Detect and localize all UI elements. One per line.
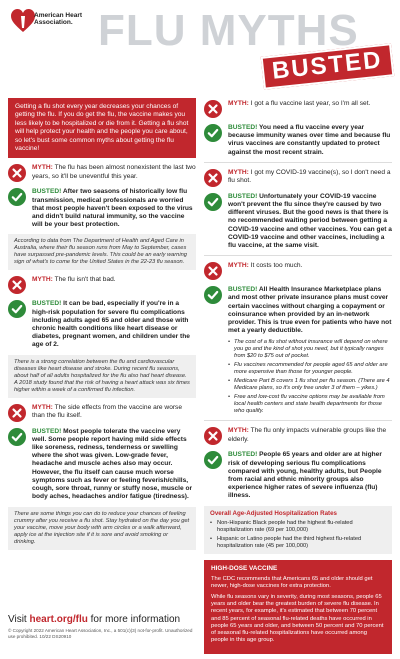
myth-text: The flu isn't that bad. — [52, 276, 116, 284]
check-mark-icon — [204, 193, 222, 211]
busted-label: BUSTED! — [228, 451, 258, 459]
heart-torch-icon — [10, 8, 36, 34]
page-title: FLU MYTHS — [98, 6, 359, 55]
footer — [8, 614, 198, 640]
org-name: American Heart Association. — [34, 12, 83, 26]
high-dose-vaccine-box — [204, 560, 392, 654]
x-mark-icon — [204, 262, 222, 280]
list-item: • Free and low-cost flu vaccine options may be available from local health centers and state health departments for those who qualify. — [228, 394, 392, 415]
busted-text: After two seasons of historically low flu transmission, medical professionals are worried that most people haven't been exposed to the virus and didn't build natural immunity, so the vaccine will be your best protection. — [32, 188, 193, 229]
copyright: © Copyright 2022 American Heart Association, Inc., a 501(c)(3) not-for-profit. Unauthorized use prohibited. 10/22 DS20910 — [8, 628, 193, 639]
busted-item — [204, 286, 392, 335]
myth-text: The flu only impacts vulnerable groups like the elderly. — [228, 427, 387, 443]
intro-box: Getting a flu shot every year decreases your chances of getting the flu. If you do get the flu, the vaccine makes you less likely to be hospitalized or die from it. Getting a flu shot will help protect your health and the people you care about, so let's bust some common myths about getting the flu vaccine! — [8, 98, 196, 158]
myth-item — [204, 169, 392, 187]
myth-item — [204, 100, 392, 118]
list-item: • Non-Hispanic Black people had the highest flu-related hospitalization rate (69 per 100,000) — [210, 520, 386, 534]
list-item: • Flu vaccines recommended for people aged 65 and older are more expensive than those for younger people. — [228, 362, 392, 376]
x-mark-icon — [204, 169, 222, 187]
busted-item — [8, 300, 196, 349]
busted-text: Most people tolerate the vaccine very well. Some people report having mild side effects like soreness, redness, tenderness or swelling where the shot was given. Low-grade fever, headache and muscle aches also may occur. However, the flu itself can cause much worse symptoms such as fever or feeling feverish/chills, cough, sore throat, runny or stuffy nose, muscle or body aches, headaches and/or fatigue (tiredness). — [32, 427, 193, 501]
myth-label: MYTH: — [228, 168, 249, 176]
busted-item — [8, 428, 196, 502]
busted-item — [8, 188, 196, 229]
myth-text: The flu has been almost nonexistent the last two years, so it'll be uneventful this year. — [32, 164, 196, 180]
busted-text: You need a flu vaccine every year because immunity wanes over time and because flu virus vaccines are constantly updated to protect against the most recent strain. — [228, 124, 391, 156]
myth-text: I got a flu vaccine last year, so I'm all set. — [248, 100, 371, 107]
busted-text: It can be bad, especially if you're in a high-risk population for severe flu complications including adults aged 65 and older and those with chronic health conditions like heart disease or diabetes, pregnant women, and children under the age of 2. — [32, 300, 190, 349]
busted-text: People 65 years and older are at higher risk of developing serious flu complications compared with young, healthy adults, but People from racial and ethnic minority groups also experience higher rates of severe influenza (flu) illness. — [228, 451, 382, 500]
high-dose-paragraph: While flu seasons vary in severity, during most seasons, people 65 years and older bear the greatest burden of severe flu disease. In recent years, for example, it's estimated that between 70 percent and 85 percent of seasonal flu-related deaths have occurred in people 65 years and older, and between 50 percent and 70 percent of seasonal flu-related hospitalizations have occurred among people in this age group. — [211, 594, 384, 644]
info-note: According to data from The Department of Health and Aged Care in Australia, where their flu season runs from May to September, cases have surpassed pre-pandemic levels. This could be an early warning sign of what's to come for the United States in the 22-23 flu season. — [8, 234, 196, 270]
x-mark-icon — [204, 100, 222, 118]
info-note: There are some things you can do to reduce your chances of feeling crummy after you receive a flu shot. Stay hydrated on the day you get your vaccine, move your body with arm circles or a walk afterward, apply ice at the injection site if it is sore and avoid smoking or drinking. — [8, 507, 196, 550]
list-item: • Hispanic or Latino people had the third highest flu-related hospitalization rate (45 per 100,000) — [210, 536, 386, 550]
check-mark-icon — [8, 428, 26, 446]
high-dose-title: HIGH-DOSE VACCINE — [211, 564, 278, 572]
myth-label: MYTH: — [228, 262, 249, 270]
busted-stamp: BUSTED — [261, 43, 394, 89]
myth-label: MYTH: — [32, 276, 53, 284]
aha-logo — [10, 8, 83, 48]
visit-line — [8, 614, 198, 625]
busted-label: BUSTED! — [228, 286, 258, 294]
busted-label: BUSTED! — [32, 300, 62, 308]
x-mark-icon — [8, 164, 26, 182]
busted-text: Unfortunately your COVID-19 vaccine won't prevent the flu since they're caused by two different viruses. But the good news is that there is no recommended waiting period between getting a COVID-19 vaccine and other vaccines. You can get a COVID-19 vaccine and other vaccines, including a flu vaccine, at the same visit. — [228, 192, 392, 250]
list-item: • The cost of a flu shot without insurance will depend on where you go and the kind of shot you need, but it typically ranges from $20 to $75 out of pocket. — [228, 339, 392, 360]
myth-item — [8, 164, 196, 182]
high-dose-paragraph: The CDC recommends that Americans 65 and older should get newer, high-dose vaccines for extra protection. — [211, 575, 373, 589]
myth-label: MYTH: — [228, 100, 249, 107]
info-note: There is a strong correlation between the flu and cardiovascular diseases like heart disease and stroke. During recent flu seasons, about half of all adults hospitalized for the flu also had heart disease. A 2018 study found that the risk of having a heart attack was six times higher within a week of a confirmed flu infection. — [8, 355, 196, 398]
header — [0, 0, 400, 90]
x-mark-icon — [8, 404, 26, 422]
myth-label: MYTH: — [228, 427, 249, 435]
divider — [204, 255, 392, 256]
divider — [204, 420, 392, 421]
left-column — [8, 98, 196, 550]
busted-label: BUSTED! — [32, 427, 62, 435]
busted-label: BUSTED! — [32, 188, 62, 196]
myth-item — [8, 404, 196, 422]
right-column — [204, 94, 392, 654]
busted-item — [204, 193, 392, 250]
busted-label: BUSTED! — [228, 192, 258, 200]
busted-item — [204, 451, 392, 500]
list-item: • Medicare Part B covers 1 flu shot per flu season. (There are 4 Medicare plans, so it's only free under 3 of them – yikes.) — [228, 378, 392, 392]
busted-item — [204, 124, 392, 157]
myth-text: It costs too much. — [248, 262, 303, 270]
check-mark-icon — [8, 188, 26, 206]
visit-prefix: Visit — [8, 614, 30, 625]
myth-item — [204, 262, 392, 280]
busted-text: All Health Insurance Marketplace plans and most other private insurance plans must cover certain vaccines without charging a copayment or coinsurance when provided by an in-network provider. This is true even for patients who have not met a yearly deductible. — [228, 286, 392, 335]
check-mark-icon — [204, 286, 222, 304]
myth-text: The side effects from the vaccine are worse than the flu itself. — [32, 403, 183, 419]
divider — [204, 162, 392, 163]
x-mark-icon — [8, 276, 26, 294]
check-mark-icon — [204, 124, 222, 142]
hospitalization-rates-box — [204, 506, 392, 554]
cost-bullets — [204, 339, 392, 415]
myth-text: I got my COVID-19 vaccine(s), so I don't need a flu shot. — [228, 168, 391, 185]
myth-item — [8, 276, 196, 294]
visit-suffix: for more information — [87, 614, 181, 625]
myth-label: MYTH: — [32, 164, 53, 172]
myth-item — [204, 427, 392, 445]
x-mark-icon — [204, 427, 222, 445]
myth-label: MYTH: — [32, 403, 53, 411]
rates-title: Overall Age-Adjusted Hospitalization Rates — [210, 509, 337, 517]
check-mark-icon — [8, 300, 26, 318]
visit-link[interactable]: heart.org/flu — [29, 614, 88, 625]
busted-label: BUSTED! — [228, 124, 258, 131]
check-mark-icon — [204, 451, 222, 469]
